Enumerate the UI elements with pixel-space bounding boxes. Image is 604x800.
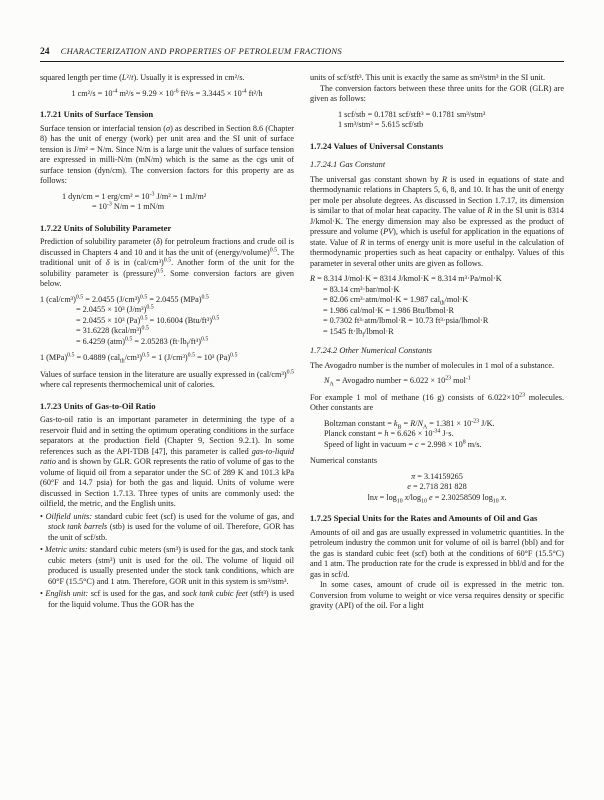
equation-line: Boltzman constant = $k_B = R/N_A = 1.381 \times 10^{-23}$ J/K.: [324, 417, 495, 431]
subsection-heading: 1.7.24.2 Other Numerical Constants: [310, 346, 432, 355]
equation-line: = 31.6228 (kcal/m³)$^{0.5}$: [76, 325, 149, 335]
equation-line: = 6.4259 (atm)$^{0.5}$ = 2.05283 $(ft\cdot lb_f/ft^3)^{0.5}$: [76, 335, 209, 349]
equation-block: [40, 295, 294, 348]
paragraph: The Avogadro number is the number of molecules in 1 mol of a substance.: [310, 360, 555, 370]
paragraph: In some cases, amount of crude oil is expressed in the metric ton. Conversion from volume to weight or vice versa requires density or specific gravity (API) of the oil. For a light: [310, 580, 564, 610]
section-heading: 1.7.22 Units of Solubility Parameter: [40, 222, 172, 233]
page-number: 24: [40, 46, 50, 57]
equation-block: [40, 353, 294, 364]
paragraph: Surface tension or interfacial tension (σ) as described in Section 8.6 (Chapter 8) has the unit of energy (work) per unit area and the SI unit of surface tension is J/m² = N/m. Since N/m is a large unit the values of surface tension are expressed in milli-N/m (mN/m) which is the same as the cgs unit of surface tension (dyn/cm). The conversion factors for this property are as follows:: [40, 123, 294, 185]
equation-block: [310, 419, 564, 451]
equation-line: 1 $cm^2/s = 10^{-4}$ $m^2/s = 9.29 \times 10^{-6}$ $ft^2/s = 3.3445 \times 10^{-4}$ ft²/h: [71, 87, 263, 98]
equation-line: = 2.0455 × 10³ $(J/m^3)^{0.5}$: [76, 304, 154, 314]
equation-line: = 82.06 cm³·atm/mol·K = 1.987 cal$_{th}$/mol·K: [323, 295, 469, 307]
equation-line: $N_A$ = Avogadro number = $6.022 \times 10^{23}$ mol$^{-1}$: [324, 375, 471, 388]
left-column: [40, 73, 294, 612]
subsection-heading: 1.7.24.1 Gas Constant: [310, 160, 386, 169]
running-title: CHARACTERIZATION AND PROPERTIES OF PETROLEUM FRACTIONS: [60, 46, 342, 56]
paragraph: Amounts of oil and gas are usually expressed in volumetric quantities. In the petroleum industry the common unit for volume of oil is barrel (bbl) and for the gas is standard cubic feet (scf) both at the conditions of 60°F (15.5°C) and 1 atm. The production rate for the crude is expressed in bbl/d and for the gas in scf/d.: [310, 527, 564, 579]
equation-block: [310, 472, 564, 504]
equation-line: = 83.14 cm³·bar/mol·K: [323, 284, 400, 294]
equation-line: $\ln x = \log_{10} x/\log_{10}$ e = 2.30258509 $\log_{10} x$.: [367, 492, 507, 505]
bullet-item: • English unit: scf is used for the gas, and sock tank cubic feet (stft³) is used for the liquid volume. Thus the GOR has the: [40, 589, 294, 609]
paragraph: For example 1 mol of methane (16 g) consists of $6.022\times 10^{23}$ molecules. Other constants are: [310, 391, 564, 412]
section-heading: 1.7.23 Units of Gas-to-Oil Ratio: [40, 400, 156, 411]
equation-line: Speed of light in vacuum = $c = 2.998 \times 10^8$ m/s.: [324, 438, 482, 449]
paragraph: Prediction of solubility parameter (δ) for petroleum fractions and crude oil is discussed in Chapters 4 and 10 and it has the unit of (energy/volume)$^{0.5}$. The traditional unit of δ is in $(cal/cm^3)^{0.5}$. Another form of the unit for the solubility parameter is (pressure)$^{0.5}$. Some conversion factors are given below.: [40, 237, 294, 288]
equation-line: 1 dyn/cm = 1 $erg/cm^2 = 10^{-3}$ J/m² = 1 mJ/m²: [62, 190, 207, 201]
paragraph: Numerical constants: [310, 456, 378, 465]
paragraph: squared length per time (L²/t). Usually it is expressed in cm²/s.: [40, 73, 245, 82]
equation-line: R = 8.314 J/mol·K = 8314 J/kmol·K = 8.314 m³·Pa/mol·K: [310, 274, 502, 283]
section-heading: 1.7.21 Units of Surface Tension: [40, 109, 154, 119]
bullet-item: • Oilfield units: standard cubic feet (scf) is used for the volume of gas, and stock tank barrels (stb) is used for the volume of oil. Therefore, GOR has the unit of scf/stb.: [40, 511, 294, 542]
paragraph: The universal gas constant shown by R is used in equations of state and thermodynamic relations in Chapters 5, 6, 8, and 10. It has the unit of energy per mole per absolute degrees. As discussed in Section 1.7.17, its dimension is similar to that of molar heat capacity. The value of R in the SI unit is 8314 J/kmol·K. The energy dimension may also be expressed as the product of pressure and volume (PV), which is useful for application in the equations of state. Value of R in terms of energy unit is more useful in the calculation of thermodynamic properties such as heat capacity or enthalpy. Values of this parameter in several other units are given as follows.: [310, 174, 565, 268]
paragraph: Values of surface tension in the literature are usually expressed in $(cal/cm^3)^{0.5}$ where cal represents thermochemical unit of calories.: [40, 368, 294, 389]
equation-line: 1 $(cal/cm^3)^{0.5} = 2.0455$ $(J/cm^3)^{0.5} = 2.0455$ (MPa)$^{0.5}$: [40, 293, 209, 304]
two-column-layout: [40, 73, 564, 612]
equation-line: = 0.7302 ft³·atm/lbmol·R = 10.73 ft³·psia/lbmol·R: [323, 316, 489, 325]
equation-line: = 1545 $ft\cdot lb_f/lbmol\cdot R$: [323, 326, 394, 339]
equation-block: [310, 110, 564, 131]
right-column: [310, 73, 564, 612]
equation-line: e = 2.718 281 828: [407, 482, 467, 491]
page-header: [40, 46, 564, 62]
equation-block: [310, 274, 564, 337]
section-heading: 1.7.25 Special Units for the Rates and Amounts of Oil and Gas: [310, 513, 538, 523]
equation-line: = $10^{-3}$ N/m = 1 mN/m: [92, 201, 165, 211]
paragraph: Gas-to-oil ratio is an important parameter in determining the type of a reservoir fluid and in setting the optimum operating conditions in the surface separators at the production field (Chapter 9, Section 9.2.1). In some references such as the API-TDB [47], this parameter is called gas-to-liquid ratio and is shown by GLR. GOR represents the ratio of volume of gas to the volume of liquid oil from a separator under the SC of 289 K and 101.3 kPa (60°F and 14.7 psia) for both the gas and liquid. Units of volume were discussed in Section 1.7.13. Three types of units are commonly used: the oilfield, the metric, and the English units.: [40, 415, 294, 508]
equation-block: [310, 376, 564, 387]
equation-line: 1 scf/stb = 0.1781 scf/stft³ = 0.1781 sm³/stm³: [338, 109, 486, 119]
equation-line: π = 3.14159265: [411, 471, 463, 481]
equation-line: = 2.0455 × 10³ $(Pa)^{0.5} = 10.6004$ $(Btu/ft^3)^{0.5}$: [76, 314, 220, 325]
paragraph: units of scf/stft³. This unit is exactly the same as sm³/stm³ in the SI unit.: [310, 73, 546, 82]
paragraph: The conversion factors between these three units for the GOR (GLR) are given as follows:: [310, 83, 564, 103]
section-heading: 1.7.24 Values of Universal Constants: [310, 140, 444, 151]
equation-line: = 1.986 cal/mol·K = 1.986 Btu/lbmol·R: [323, 305, 454, 315]
equation-line: 1 sm³/stm³ = 5.615 scf/stb: [338, 120, 424, 129]
equation-line: Planck constant = $h = 6.626 \times 10^{-34}$ J·s.: [324, 428, 454, 438]
bullet-item: • Metric units: standard cubic meters (sm³) is used for the gas, and stock tank cubic meters (stm³) unit is used for the oil. The volume of liquid oil produced is usually presented under the stock tank conditions, which are 60°F (15.5°C) and 1 atm. Therefore, GOR unit in this system is sm³/stm³.: [40, 545, 295, 586]
equation-block: [40, 192, 294, 213]
equation-line: 1 (MPa)$^{0.5}$ = 0.4889 $(cal_{th}/cm^3)^{0.5} = 1$ $(J/cm^3)^{0.5} = 10^3$ $(Pa)^{0.5}$: [40, 352, 238, 365]
equation-block: [40, 89, 294, 100]
